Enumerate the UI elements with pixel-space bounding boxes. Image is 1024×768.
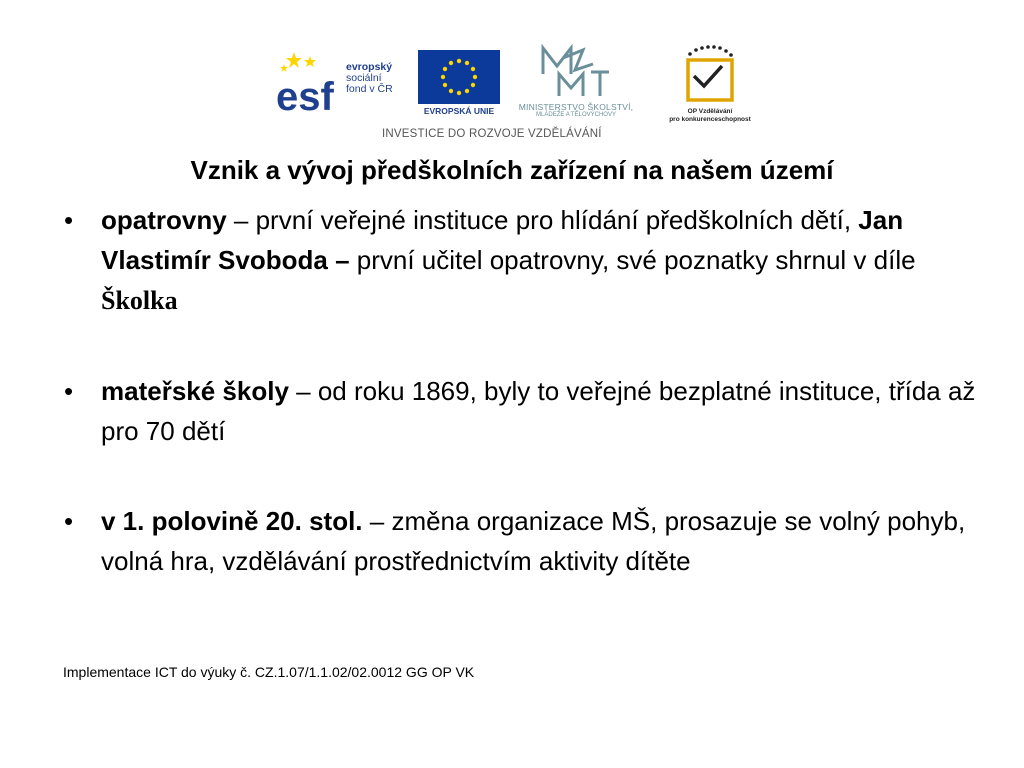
msmt-line2: MLÁDEŽE A TĚLOVÝCHOVY — [536, 112, 616, 118]
esf-line2: sociální — [346, 72, 382, 84]
bullet-text: – od roku 1869, byly to veřejné bezplatné instituce, třída až pro 70 dětí — [101, 376, 976, 446]
bullet-opatrovny — [60, 200, 980, 321]
bullet-dot: • — [64, 205, 74, 235]
bullet-list — [60, 200, 980, 581]
msmt-line1: MINISTERSTVO ŠKOLSTVÍ, — [518, 102, 634, 112]
op-mark-icon — [674, 44, 746, 106]
bullet-text: – první veřejné instituce pro hlídání předškolních dětí, — [226, 205, 859, 235]
op-line1: OP Vzdělávání — [687, 108, 733, 115]
investice-tagline: INVESTICE DO ROZVOJE VZDĚLÁVÁNÍ — [382, 128, 602, 140]
bullet-text: – změna organizace MŠ, prosazuje se volný pohyb, volná hra, vzdělávání prostřednictvím aktivity dítěte — [101, 506, 966, 576]
esf-mark-icon — [274, 48, 346, 118]
bullet-dot: • — [64, 506, 74, 536]
eu-flag-icon — [418, 50, 500, 104]
book-title: Školka — [101, 286, 178, 315]
bullet-term: opatrovny — [101, 205, 227, 235]
op-logo — [662, 44, 758, 124]
bullet-materske-skoly — [60, 371, 980, 451]
esf-line3: fond v ČR — [346, 83, 393, 95]
bullet-dot: • — [64, 376, 74, 406]
footer-text: Implementace ICT do výuky č. CZ.1.07/1.1.02/02.0012 GG OP VK — [63, 664, 475, 680]
bullet-term: mateřské školy — [101, 376, 289, 406]
eu-label: EVROPSKÁ UNIE — [423, 106, 495, 116]
msmt-mark-icon — [539, 44, 613, 100]
bullet-polovina-20-stol — [60, 501, 980, 581]
slide-title: Vznik a vývoj předškolních zařízení na našem území — [190, 155, 834, 185]
logo-banner — [270, 40, 760, 145]
eu-logo — [418, 50, 500, 118]
bullet-person: Jan Vlastimír Svoboda – — [101, 205, 904, 275]
esf-logo — [274, 48, 414, 118]
svg-text:esf: esf — [276, 75, 334, 118]
bullet-term: v 1. polovině 20. stol. — [101, 506, 363, 536]
msmt-logo — [506, 44, 646, 119]
bullet-text-2: první učitel opatrovny, své poznatky shrnul v díle — [349, 245, 916, 275]
op-line2: pro konkurenceschopnost — [669, 116, 751, 123]
esf-line1: evropský — [346, 61, 393, 73]
